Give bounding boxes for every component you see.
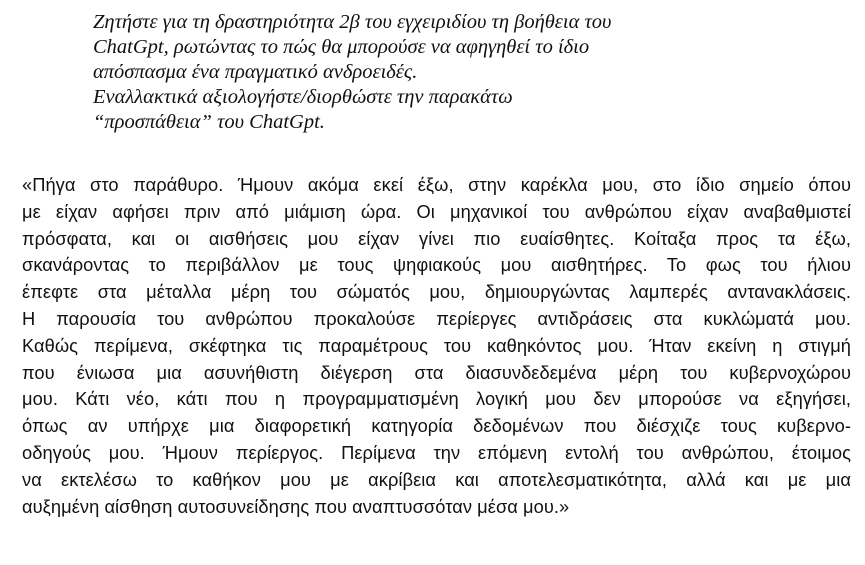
passage-line: οδηγούς μου. Ήμουν περίεργος. Περίμενα την επόμενη εντολή του ανθρώπου, έτοιμος bbox=[22, 441, 851, 463]
passage-line: «Πήγα στο παράθυρο. Ήμουν ακόμα εκεί έξω, στην καρέκλα μου, στο ίδιο σημείο όπου bbox=[22, 174, 851, 195]
instruction-line: απόσπασμα ένα πραγματικό ανδροειδές. bbox=[93, 61, 418, 83]
passage-line: με είχαν αφήσει πριν από μιάμιση ώρα. Οι μηχανικοί του ανθρώπου είχαν αναβαθμιστεί bbox=[22, 200, 851, 222]
passage-line: έπεφτε στα μέταλλα μέρη του σώματός μου, δημιουργώντας λαμπερές αντανακλάσεις. bbox=[22, 281, 851, 303]
instruction-line: Εναλλακτικά αξιολογήστε/διορθώστε την παρακάτω bbox=[93, 86, 513, 108]
passage-line: που ένιωσα μια ασυνήθιστη διέγερση στα διασυνδεδεμένα μέρη του κυβερνοχώρου bbox=[22, 361, 851, 383]
passage-line: αυξημένη αίσθηση αυτοσυνείδησης που αναπτυσσόταν μέσα μου.» bbox=[22, 495, 570, 517]
passage-line: όπως αν υπήρχε μια διαφορετική κατηγορία δεδομένων που διέσχιζε τους κυβερνο- bbox=[22, 415, 851, 437]
passage-line: πρόσφατα, και οι αισθήσεις μου είχαν γίνει πιο ευαίσθητες. Κοίταξα προς τα έξω, bbox=[22, 227, 851, 249]
instructions-block bbox=[93, 10, 793, 135]
passage-line: σκανάροντας το περιβάλλον με τους ψηφιακούς μου αισθητήρες. Το φως του ήλιου bbox=[22, 254, 851, 276]
instruction-line: Ζητήστε για τη δραστηριότητα 2β του εγχειριδίου τη βοήθεια του bbox=[93, 11, 612, 33]
passage-line: Καθώς περίμενα, σκέφτηκα τις παραμέτρους του καθηκόντος μου. Ήταν εκείνη η στιγμή bbox=[22, 334, 851, 356]
instruction-line: “προσπάθεια” του ChatGpt. bbox=[93, 111, 325, 133]
passage-line: Η παρουσία του ανθρώπου προκαλούσε περίεργες αντιδράσεις στα κυκλώματά μου. bbox=[22, 307, 851, 329]
android-narration-passage bbox=[22, 172, 851, 520]
instruction-line: ChatGpt, ρωτώντας το πώς θα μπορούσε να αφηγηθεί το ίδιο bbox=[93, 36, 590, 58]
passage-line: μου. Κάτι νέο, κάτι που η προγραμματισμένη λογική μου δεν μπορούσε να εξηγήσει, bbox=[22, 388, 851, 410]
passage-line: να εκτελέσω το καθήκον μου με ακρίβεια και αποτελεσματικότητα, αλλά και με μια bbox=[22, 468, 851, 490]
